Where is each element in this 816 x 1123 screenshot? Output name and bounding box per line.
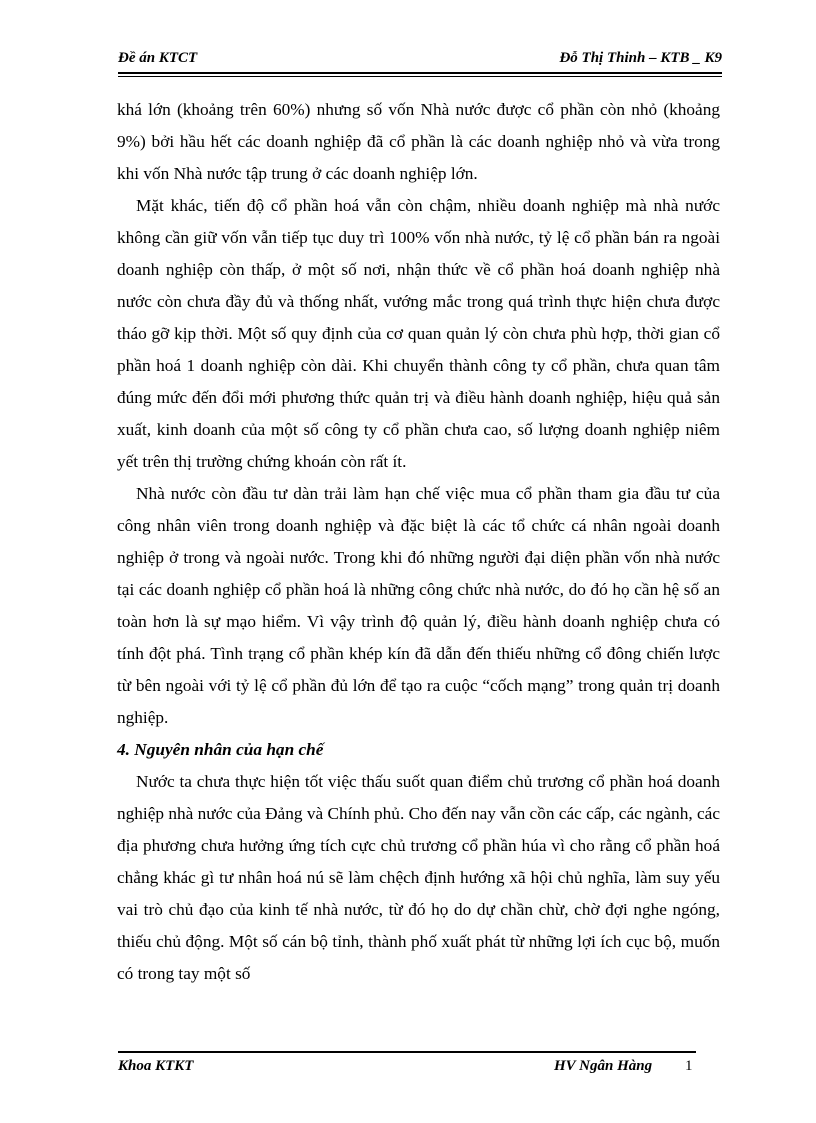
paragraph-investment: Nhà nước còn đầu tư dàn trải làm hạn chế việc mua cổ phần tham gia đầu tư của công nhân viên trong doanh nghiệp và đặc biệt là các tổ chức cá nhân ngoài doanh nghiệp ở trong và ngoài nước. Trong khi đó những người đại diện phần vốn nhà nước tại các doanh nghiệp cổ phần hoá là những công chức nhà nước, do đó họ cần hệ số an toàn hơn là sự mạo hiểm. Vì vậy trình độ quản lý, điều hành doanh nghiệp chưa có tính đột phá. Tình trạng cổ phần khép kín đã dẫn đến thiếu những cổ đông chiến lược từ bên ngoài với tỷ lệ cổ phần đủ lớn để tạo ra cuộc “cốch mạng” trong quản trị doanh nghiệp.: [117, 484, 720, 727]
page-footer: [118, 1058, 696, 1078]
footer-divider: [118, 1051, 696, 1053]
paragraph-continuation: khá lớn (khoảng trên 60%) nhưng số vốn Nhà nước được cổ phần còn nhỏ (khoảng 9%) bởi hầu hết các doanh nghiệp đã cổ phần là các doanh nghiệp nhỏ và vừa trong khi vốn Nhà nước tập trung ở các doanh nghiệp lớn.: [117, 100, 720, 183]
document-body: [117, 94, 720, 990]
page-number: 1: [685, 1058, 693, 1074]
header-left-title: Đề án KTCT: [118, 50, 198, 66]
footer-institution: HV Ngân Hàng: [554, 1058, 653, 1074]
header-right-author: Đỗ Thị Thinh – KTB _ K9: [559, 50, 722, 66]
section-heading: 4. Nguyên nhân của hạn chế: [117, 740, 324, 759]
header-divider: [118, 76, 722, 77]
paragraph-progress: Mặt khác, tiến độ cổ phần hoá vẫn còn chậm, nhiều doanh nghiệp mà nhà nước không cần giữ vốn vẫn tiếp tục duy trì 100% vốn nhà nước, tỷ lệ cổ phần bán ra ngoài doanh nghiệp còn thấp, ở một số nơi, nhận thức về cổ phần hoá doanh nghiệp nhà nước còn chưa đầy đủ và thống nhất, vướng mắc trong quá trình thực hiện chưa được tháo gỡ kịp thời. Một số quy định của cơ quan quản lý còn chưa phù hợp, thời gian cổ phần hoá 1 doanh nghiệp còn dài. Khi chuyển thành công ty cổ phần, chưa quan tâm đúng mức đến đổi mới phương thức quản trị và điều hành doanh nghiệp, hiệu quả sản xuất, kinh doanh của một số công ty cổ phần chưa cao, số lượng doanh nghiệp niêm yết trên thị trường chứng khoán còn rất ít.: [117, 196, 720, 471]
page-header: [118, 50, 722, 74]
paragraph-causes: Nước ta chưa thực hiện tốt việc thấu suốt quan điểm chủ trương cổ phần hoá doanh nghiệp nhà nước của Đảng và Chính phủ. Cho đến nay vẫn cồn các cấp, các ngành, các địa phương chưa hưởng ứng tích cực chủ trương cổ phần húa vì cho rằng cổ phần hoá chẳng khác gì tư nhân hoá nú sẽ làm chệch định hướng xã hội chủ nghĩa, làm suy yếu vai trò chủ đạo của kinh tế nhà nước, từ đó họ do dự chần chừ, chờ đợi nghe ngóng, thiếu chủ động. Một số cán bộ tỉnh, thành phố xuất phát từ những lợi ích cục bộ, muốn có trong tay một số: [117, 772, 720, 983]
footer-faculty: Khoa KTKT: [118, 1058, 194, 1074]
